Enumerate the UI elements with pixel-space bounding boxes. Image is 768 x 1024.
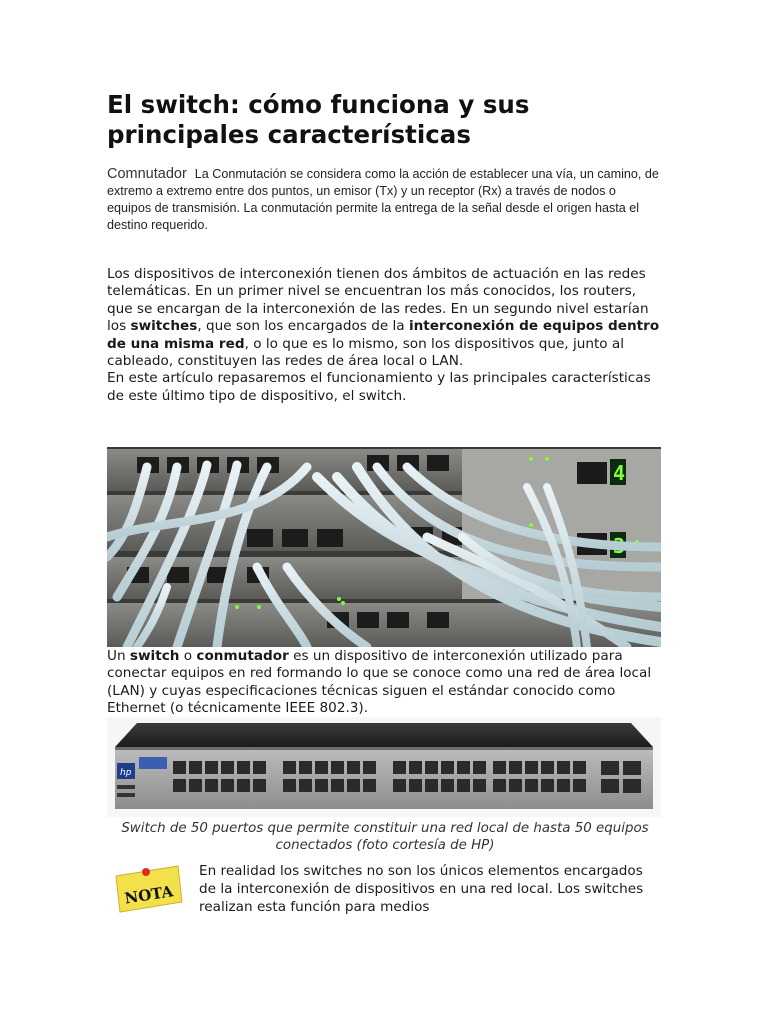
switch-port	[283, 779, 296, 792]
switch-port	[509, 761, 522, 774]
switch-port	[363, 761, 376, 774]
switch-port	[393, 779, 406, 792]
switch-port	[189, 779, 202, 792]
switch-port	[237, 779, 250, 792]
paragraph-switch-definition	[107, 648, 663, 718]
switch-port	[441, 779, 454, 792]
switch-port	[315, 761, 328, 774]
switch-port	[425, 779, 438, 792]
p1-bold-switches: switches	[130, 318, 198, 335]
p2-text-1: Un	[107, 648, 130, 664]
switch-port	[173, 761, 186, 774]
switch-port	[347, 779, 360, 792]
switch-port	[557, 779, 570, 792]
switch-port	[473, 779, 486, 792]
switch-port	[493, 779, 506, 792]
hp-logo-text: hp	[120, 768, 132, 778]
nota-icon	[112, 862, 184, 914]
switch-port	[299, 761, 312, 774]
paragraph-devices	[107, 266, 663, 405]
switch-port	[253, 779, 266, 792]
intro-lead: Comnutador	[107, 166, 187, 182]
p1-text-2: , que son los encargados de la	[197, 318, 409, 335]
nota-label: NOTA	[123, 882, 175, 908]
p1-text-3: , o lo que es lo mismo, son los dispositivos que, junto al cableado, constituyen las redes de área local o LAN.	[107, 335, 625, 370]
switch-port	[573, 779, 586, 792]
switch-port	[331, 779, 344, 792]
article-title: El switch: cómo funciona y sus principales características	[107, 90, 530, 149]
switch-port	[425, 761, 438, 774]
p2-bold-conmutador: conmutador	[196, 648, 289, 664]
intro-paragraph	[107, 166, 663, 234]
patch-cables-illustration	[107, 447, 661, 647]
p1-text-1: Los dispositivos de interconexión tienen dos ámbitos de actuación en las redes telemáticas. En un primer nivel se encuentran los más conocidos, los routers, que se encargan de la interconexión de las redes. En un segundo nivel estarían los	[107, 266, 649, 335]
switch-port	[557, 761, 570, 774]
switch-port	[173, 779, 186, 792]
intro-text: La Conmutación se considera como la acción de establecer una vía, un camino, de extremo a extremo entre dos puntos, un emisor (Tx) y un receptor (Rx) a través de nodos o equipos de transmisión. La conmutación permite la entrega de la señal desde el origen hasta el destino requerido.	[107, 167, 659, 232]
switch-port	[189, 761, 202, 774]
switch-port	[363, 779, 376, 792]
switch-port	[573, 761, 586, 774]
switch-port	[457, 761, 470, 774]
switch-port	[283, 761, 296, 774]
p1-text-4: En este artículo repasaremos el funcionamiento y las principales características de este último tipo de dispositivo, el switch.	[107, 370, 651, 404]
switch-port	[409, 761, 422, 774]
switch-port	[409, 779, 422, 792]
switch-port	[347, 761, 360, 774]
switch-port	[541, 761, 554, 774]
switch-port	[525, 779, 538, 792]
photo-patch-cables	[107, 447, 661, 647]
switch-port	[473, 761, 486, 774]
p2-bold-switch: switch	[129, 648, 180, 664]
switch-port	[205, 761, 218, 774]
switch-port	[441, 761, 454, 774]
switch-port	[493, 761, 506, 774]
photo-50-port-switch	[107, 717, 661, 817]
switch-illustration	[107, 717, 661, 817]
display-digit-top: 4	[613, 461, 626, 485]
switch-port	[541, 779, 554, 792]
switch-port	[509, 779, 522, 792]
switch-port	[457, 779, 470, 792]
switch-port	[299, 779, 312, 792]
switch-port	[205, 779, 218, 792]
switch-port	[331, 761, 344, 774]
p2-text-3: es un dispositivo de interconexión utilizado para conectar equipos en red formando lo que se conoce como una red de área local (LAN) y cuyas especificaciones técnicas siguen el estándar conocido como Ethernet (o técnicamente IEEE 802.3).	[107, 648, 652, 717]
p1-bold-interconnection: interconexión de equipos dentro de una misma red	[107, 318, 660, 352]
switch-port	[525, 761, 538, 774]
display-digit-bottom: 3	[613, 534, 626, 558]
switch-port	[393, 761, 406, 774]
note-text: En realidad los switches no son los únicos elementos encargados de la interconexión de dispositivos en una red local. Los switches realizan esta función para medios	[199, 863, 644, 915]
switch-port	[253, 761, 266, 774]
switch-port	[315, 779, 328, 792]
switch-port	[237, 761, 250, 774]
switch-port	[221, 779, 234, 792]
switch-port	[221, 761, 234, 774]
photo-caption: Switch de 50 puertos que permite constituir una red local de hasta 50 equipos conectados (foto cortesía de HP)	[121, 821, 649, 853]
p2-text-2: o	[179, 648, 197, 664]
